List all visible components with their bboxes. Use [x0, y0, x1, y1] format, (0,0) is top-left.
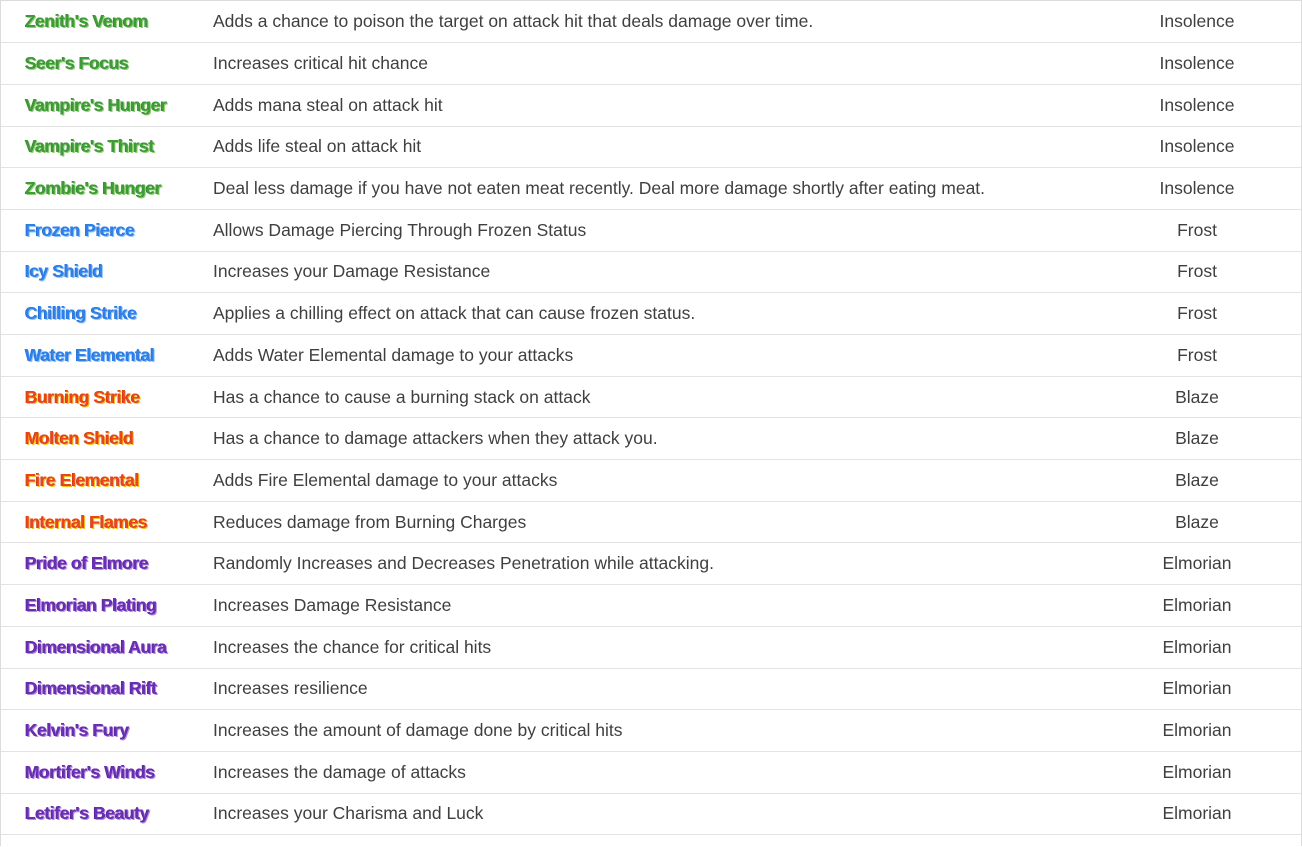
enchant-type: Elmorian — [1093, 710, 1301, 752]
enchant-name: Zombie's Hunger — [25, 178, 162, 199]
enchant-type: Blaze — [1093, 460, 1301, 502]
enchant-name: Kelvin's Fury — [25, 720, 129, 741]
enchant-description: Adds life steal on attack hit — [213, 126, 1093, 168]
enchant-type: Blaze — [1093, 501, 1301, 543]
table-row — [1, 585, 1301, 627]
enchant-name-cell — [1, 418, 213, 460]
enchant-description: Increases critical hit chance — [213, 43, 1093, 85]
enchant-type: Frost — [1093, 251, 1301, 293]
enchant-description: Increases Damage Resistance — [213, 585, 1093, 627]
enchant-name-cell — [1, 376, 213, 418]
enchant-description: Increases your Charisma and Luck — [213, 793, 1093, 835]
enchant-description: Increases your Damage Resistance — [213, 251, 1093, 293]
enchant-name-cell — [1, 168, 213, 210]
enchant-name-cell — [1, 710, 213, 752]
table-row — [1, 168, 1301, 210]
table-row — [1, 251, 1301, 293]
enchant-name-cell — [1, 293, 213, 335]
enchant-description: Reduces damage from Burning Charges — [213, 501, 1093, 543]
enchant-type: Insolence — [1093, 43, 1301, 85]
enchant-name: Fire Elemental — [25, 469, 140, 490]
enchant-name-cell — [1, 460, 213, 502]
table-row — [1, 710, 1301, 752]
table-row — [1, 668, 1301, 710]
enchant-name: Mortifer's Winds — [25, 761, 155, 782]
enchant-description: Adds Water Elemental damage to your attacks — [213, 335, 1093, 377]
enchant-description: Adds mana steal on attack hit — [213, 84, 1093, 126]
enchant-name-cell — [1, 751, 213, 793]
enchant-name: Molten Shield — [25, 428, 134, 449]
enchant-name-cell — [1, 1, 213, 43]
enchant-name-cell — [1, 501, 213, 543]
enchant-name: Letifer's Beauty — [25, 803, 150, 824]
enchant-description: Allows Damage Piercing Through Frozen Status — [213, 209, 1093, 251]
enchant-type: Frost — [1093, 293, 1301, 335]
table-row — [1, 460, 1301, 502]
table-row — [1, 626, 1301, 668]
enchant-type: Elmorian — [1093, 626, 1301, 668]
table-row — [1, 1, 1301, 43]
table-row — [1, 376, 1301, 418]
enchant-name: Frozen Pierce — [25, 219, 135, 240]
enchant-name-cell — [1, 84, 213, 126]
enchant-name-cell — [1, 209, 213, 251]
table-row — [1, 209, 1301, 251]
enchant-description: Deal less damage if you have not eaten meat recently. Deal more damage shortly after eating meat. — [213, 168, 1093, 210]
table-row — [1, 335, 1301, 377]
enchant-name: Vampire's Hunger — [25, 94, 167, 115]
enchant-name-cell — [1, 668, 213, 710]
enchant-name-cell — [1, 543, 213, 585]
enchant-type: Elmorian — [1093, 751, 1301, 793]
enchant-name: Pride of Elmore — [25, 553, 149, 574]
enchant-description: Applies a chilling effect on attack that can cause frozen status. — [213, 293, 1093, 335]
table-row — [1, 84, 1301, 126]
enchant-name: Water Elemental — [25, 344, 155, 365]
enchant-type: Elmorian — [1093, 543, 1301, 585]
enchant-name-cell — [1, 126, 213, 168]
enchant-name-cell — [1, 793, 213, 835]
enchant-description: Increases the chance for critical hits — [213, 626, 1093, 668]
enchant-type: Insolence — [1093, 126, 1301, 168]
table-row — [1, 543, 1301, 585]
enchant-name: Seer's Focus — [25, 53, 129, 74]
enchant-name-cell — [1, 251, 213, 293]
enchant-description: Has a chance to damage attackers when they attack you. — [213, 418, 1093, 460]
enchant-name: Vampire's Thirst — [25, 136, 155, 157]
table-row — [1, 293, 1301, 335]
enchant-name: Zenith's Venom — [25, 11, 149, 32]
enchant-type: Frost — [1093, 209, 1301, 251]
enchant-description: Increases the amount of damage done by critical hits — [213, 710, 1093, 752]
table-row — [1, 751, 1301, 793]
enchant-type: Insolence — [1093, 1, 1301, 43]
table-row — [1, 418, 1301, 460]
enchant-name: Elmorian Plating — [25, 594, 157, 615]
enchant-name: Dimensional Rift — [25, 678, 157, 699]
enchant-type: Frost — [1093, 335, 1301, 377]
enchant-description: Has a chance to cause a burning stack on attack — [213, 376, 1093, 418]
enchant-description: Increases the damage of attacks — [213, 751, 1093, 793]
table-row — [1, 126, 1301, 168]
enchantment-table — [1, 1, 1301, 835]
enchant-type: Elmorian — [1093, 585, 1301, 627]
enchant-name: Icy Shield — [25, 261, 103, 282]
enchant-description: Randomly Increases and Decreases Penetration while attacking. — [213, 543, 1093, 585]
enchant-description: Increases resilience — [213, 668, 1093, 710]
enchant-name: Chilling Strike — [25, 303, 137, 324]
enchant-description: Adds Fire Elemental damage to your attacks — [213, 460, 1093, 502]
enchant-name-cell — [1, 585, 213, 627]
enchant-type: Insolence — [1093, 84, 1301, 126]
enchant-type: Insolence — [1093, 168, 1301, 210]
enchant-name: Internal Flames — [25, 511, 148, 532]
enchant-type: Elmorian — [1093, 668, 1301, 710]
enchant-type: Blaze — [1093, 418, 1301, 460]
enchant-name-cell — [1, 43, 213, 85]
enchant-name: Dimensional Aura — [25, 636, 167, 657]
enchant-description: Adds a chance to poison the target on attack hit that deals damage over time. — [213, 1, 1093, 43]
enchant-name: Burning Strike — [25, 386, 140, 407]
enchant-type: Blaze — [1093, 376, 1301, 418]
enchant-name-cell — [1, 335, 213, 377]
table-row — [1, 43, 1301, 85]
table-row — [1, 501, 1301, 543]
enchant-name-cell — [1, 626, 213, 668]
enchant-type: Elmorian — [1093, 793, 1301, 835]
enchantment-table-body — [1, 1, 1301, 835]
table-row — [1, 793, 1301, 835]
